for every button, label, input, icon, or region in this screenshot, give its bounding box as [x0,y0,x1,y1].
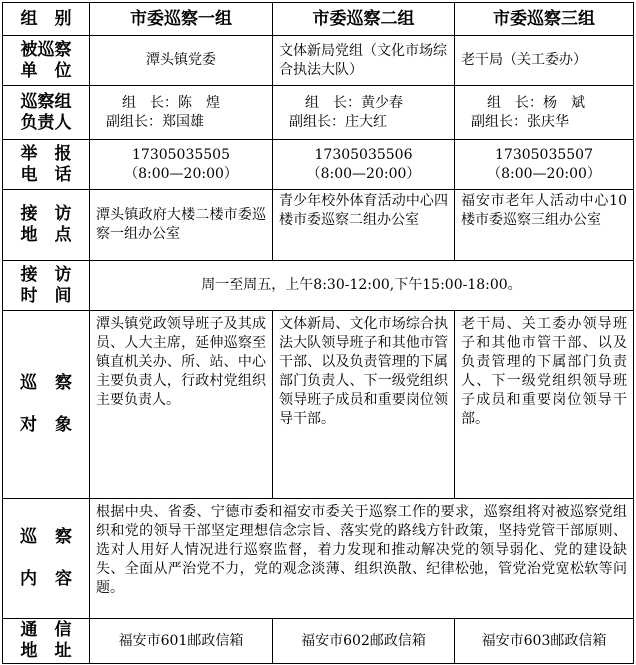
leader-group-1-chief: 组 长：陈 煌 [122,94,220,111]
content-row [3,499,634,619]
target-label [3,311,90,499]
phone-label-line2: 电 话 [20,164,72,185]
unit-label-line1: 被巡察 [20,39,72,60]
time-label-line2: 时 间 [20,285,72,306]
phone-group-2-number: 17305035506 [314,146,413,163]
unit-group-1: 潭头镇党委 [90,36,273,86]
leader-group-1 [90,86,273,140]
group-3-header: 市委巡察三组 [455,3,634,36]
inspection-table [2,2,634,664]
phone-group-3-number: 17305035507 [495,146,593,163]
phone-group-1-number: 17305035505 [132,146,230,163]
time-label-line1: 接 访 [20,264,72,285]
phone-label-line1: 举 报 [20,143,72,164]
unit-label [3,36,90,86]
leader-group-1-deputy: 副组长：郑国雄 [106,113,204,130]
phone-group-3 [455,140,634,190]
mail-label-line1: 通 信 [20,620,72,640]
phone-group-1 [90,140,273,190]
mail-label [3,619,90,664]
location-group-2: 青少年校外体育活动中心四楼市委巡察二组办公室 [273,190,455,261]
location-label-line2: 地 点 [20,225,72,245]
time-value: 周一至周五，上午8:30-12:00,下午15:00-18:00。 [90,261,634,311]
header-label: 组 别 [3,3,90,36]
target-group-2: 文体新局、文化市场综合执法大队领导班子和其他市管干部、以及负责管理的下属部门负责人、下一级党组织领导班子成员和重要岗位领导干部。 [273,311,455,499]
leader-group-3-deputy: 副组长：张庆华 [471,113,569,130]
target-row [3,311,634,499]
content-value: 根据中央、省委、宁德市委和福安市委关于巡察工作的要求，巡察组将对被巡察党组织和党的领导干部坚定理想信念宗旨、落实党的路线方针政策，坚持党管干部原则、选对人用好人情况进行巡察监督，着力发现和推动解决党的领导弱化、党的建设缺失、全面从严治党不力，党的观念淡薄、组织涣散、纪律松弛，管党治党宽松软等问题。 [90,499,634,619]
leader-row [3,86,634,140]
target-label-char1: 巡 [20,373,38,393]
target-label-char3: 对 [20,415,38,435]
mail-label-line2: 地 址 [20,641,72,661]
time-row [3,261,634,311]
leader-label [3,86,90,140]
phone-group-1-hours: （8:00—20:00） [124,165,238,182]
mail-group-3: 福安市603邮政信箱 [455,619,634,664]
leader-group-2 [273,86,455,140]
unit-group-3: 老干局（关工委办） [455,36,634,86]
content-label-char1: 巡 [20,527,38,547]
content-label [3,499,90,619]
content-label-char3: 内 [20,569,38,589]
time-label [3,261,90,311]
target-group-3: 老干局、关工委办领导班子和其他市管干部、以及负责管理的下属部门负责人、下一级党组织领导班子成员和重要岗位领导干部。 [455,311,634,499]
unit-row [3,36,634,86]
content-label-char2: 察 [54,527,72,547]
target-group-1: 潭头镇党政领导班子及其成员、人大主席，延伸巡察至镇直机关办、所、站、中心主要负责人，行政村党组织主要负责人。 [90,311,273,499]
unit-label-line2: 单 位 [20,60,72,81]
location-label-line1: 接 访 [20,204,72,224]
phone-group-2-hours: （8:00—20:00） [306,165,421,182]
mail-row [3,619,634,664]
leader-group-3 [455,86,634,140]
phone-group-2 [273,140,455,190]
phone-label [3,140,90,190]
target-label-char4: 象 [54,415,72,435]
leader-group-2-deputy: 副组长：庄大红 [289,113,387,130]
unit-group-2: 文体新局党组（文化市场综合执法大队） [273,36,455,86]
header-row [3,3,634,36]
target-label-char2: 察 [54,373,72,393]
location-row [3,190,634,261]
leader-label-line1: 巡察组 [20,91,72,112]
leader-group-2-chief: 组 长：黄少春 [305,94,403,111]
group-1-header: 市委巡察一组 [90,3,273,36]
leader-group-3-chief: 组 长：杨 斌 [487,94,585,111]
mail-group-2: 福安市602邮政信箱 [273,619,455,664]
mail-group-1: 福安市601邮政信箱 [90,619,273,664]
leader-label-line2: 负责人 [20,112,72,133]
phone-row [3,140,634,190]
phone-group-3-hours: （8:00—20:00） [487,165,601,182]
location-group-3: 福安市老年人活动中心10楼市委巡察三组办公室 [455,190,634,261]
group-2-header: 市委巡察二组 [273,3,455,36]
location-label [3,190,90,261]
location-group-1: 潭头镇政府大楼二楼市委巡察一组办公室 [90,190,273,261]
content-label-char4: 容 [54,569,72,589]
